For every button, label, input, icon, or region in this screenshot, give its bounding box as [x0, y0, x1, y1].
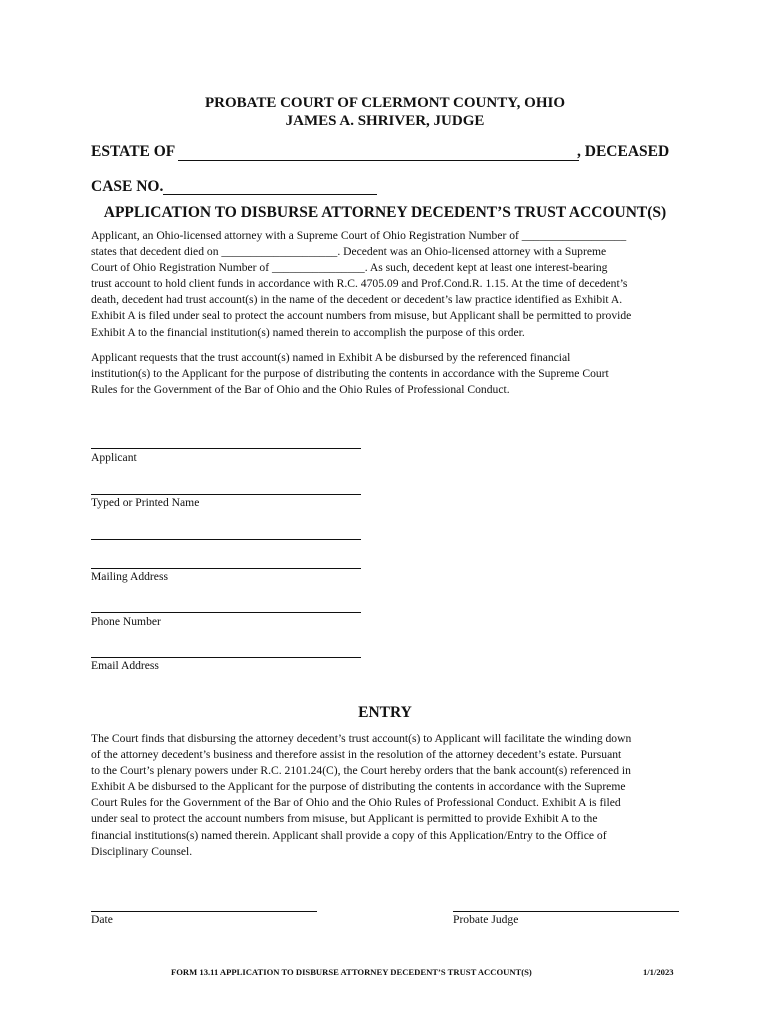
- deceased-label: , DECEASED: [577, 143, 670, 160]
- request-paragraph: [91, 350, 683, 398]
- estate-label: ESTATE OF: [91, 143, 176, 160]
- paragraph-line: Court Rules for the Government of the Bar of Ohio and the Ohio Rules of Professional Conduct. Exhibit A is filed: [91, 796, 621, 810]
- paragraph-line: financial institutions(s) named therein. Applicant shall provide a copy of this Application/Entry to the Office of: [91, 828, 607, 842]
- case-number-field[interactable]: [163, 194, 377, 195]
- paragraph-line: Court of Ohio Registration Number of ________________. As such, decedent kept at least one interest-bearing: [91, 261, 608, 275]
- printed-name-label: Typed or Printed Name: [91, 496, 200, 509]
- paragraph-line: trust account to hold client funds in accordance with R.C. 4705.09 and Prof.Cond.R. 1.15. At the time of decedent’s: [91, 277, 628, 291]
- case-number-label: CASE NO.: [91, 178, 164, 195]
- paragraph-line: states that decedent died on ____________________. Decedent was an Ohio-licensed attorney with a Supreme: [91, 245, 607, 259]
- email-address-line[interactable]: [91, 657, 361, 658]
- phone-number-line[interactable]: [91, 612, 361, 613]
- paragraph-line: institution(s) to the Applicant for the purpose of distributing the contents in accordance with the Supreme Court: [91, 367, 609, 381]
- paragraph-line: of the attorney decedent’s business and therefore assist in the resolution of the attorney decedent’s estate. Pursuant: [91, 748, 622, 762]
- date-label: Date: [91, 913, 113, 926]
- paragraph-line: Exhibit A be disbursed to the Applicant for the purpose of distributing the contents in accordance with the Supreme: [91, 780, 626, 794]
- form-date: 1/1/2023: [643, 967, 674, 977]
- paragraph-line: to the Court’s plenary powers under R.C. 2101.24(C), the Court hereby orders that the bank account(s) referenced in: [91, 764, 631, 778]
- paragraph-line: Disciplinary Counsel.: [91, 844, 193, 858]
- probate-judge-label: Probate Judge: [453, 913, 519, 926]
- applicant-signature-line[interactable]: [91, 448, 361, 449]
- paragraph-line: death, decedent had trust account(s) in the name of the decedent or decedent’s law practice identified as Exhibit A.: [91, 293, 623, 307]
- form-footer: FORM 13.11 APPLICATION TO DISBURSE ATTORNEY DECEDENT’S TRUST ACCOUNT(S): [171, 967, 532, 977]
- entry-heading: ENTRY: [358, 704, 412, 721]
- application-title: APPLICATION TO DISBURSE ATTORNEY DECEDENT’S TRUST ACCOUNT(S): [103, 204, 667, 221]
- application-paragraph: [91, 228, 683, 341]
- mailing-address-label: Mailing Address: [91, 570, 168, 583]
- phone-number-label: Phone Number: [91, 615, 161, 628]
- estate-name-field[interactable]: [178, 160, 579, 161]
- probate-judge-signature-line[interactable]: [453, 911, 679, 912]
- entry-paragraph: [91, 731, 683, 860]
- court-name: PROBATE COURT OF CLERMONT COUNTY, OHIO: [204, 95, 566, 111]
- paragraph-line: Applicant requests that the trust account(s) named in Exhibit A be disbursed by the referenced financial: [91, 351, 571, 364]
- mailing-address-line-1[interactable]: [91, 539, 361, 540]
- paragraph-line: Applicant, an Ohio-licensed attorney with a Supreme Court of Ohio Registration Number of __________________: [91, 229, 627, 242]
- mailing-address-line-2[interactable]: [91, 568, 361, 569]
- paragraph-line: Rules for the Government of the Bar of Ohio and the Ohio Rules of Professional Conduct.: [91, 383, 510, 397]
- judge-name: JAMES A. SHRIVER, JUDGE: [285, 113, 485, 129]
- paragraph-line: under seal to protect the account numbers from misuse, but Applicant is permitted to provide Exhibit A to the: [91, 812, 598, 826]
- date-line[interactable]: [91, 911, 317, 912]
- paragraph-line: Exhibit A is filed under seal to protect the account numbers from misuse, but Applicant shall be permitted to provide: [91, 309, 632, 323]
- paragraph-line: Exhibit A to the financial institution(s) named therein to accomplish the purpose of this order.: [91, 325, 525, 339]
- email-address-label: Email Address: [91, 659, 159, 672]
- applicant-label: Applicant: [91, 451, 137, 464]
- printed-name-line[interactable]: [91, 494, 361, 495]
- paragraph-line: The Court finds that disbursing the attorney decedent’s trust account(s) to Applicant will facilitate the winding down: [91, 732, 632, 745]
